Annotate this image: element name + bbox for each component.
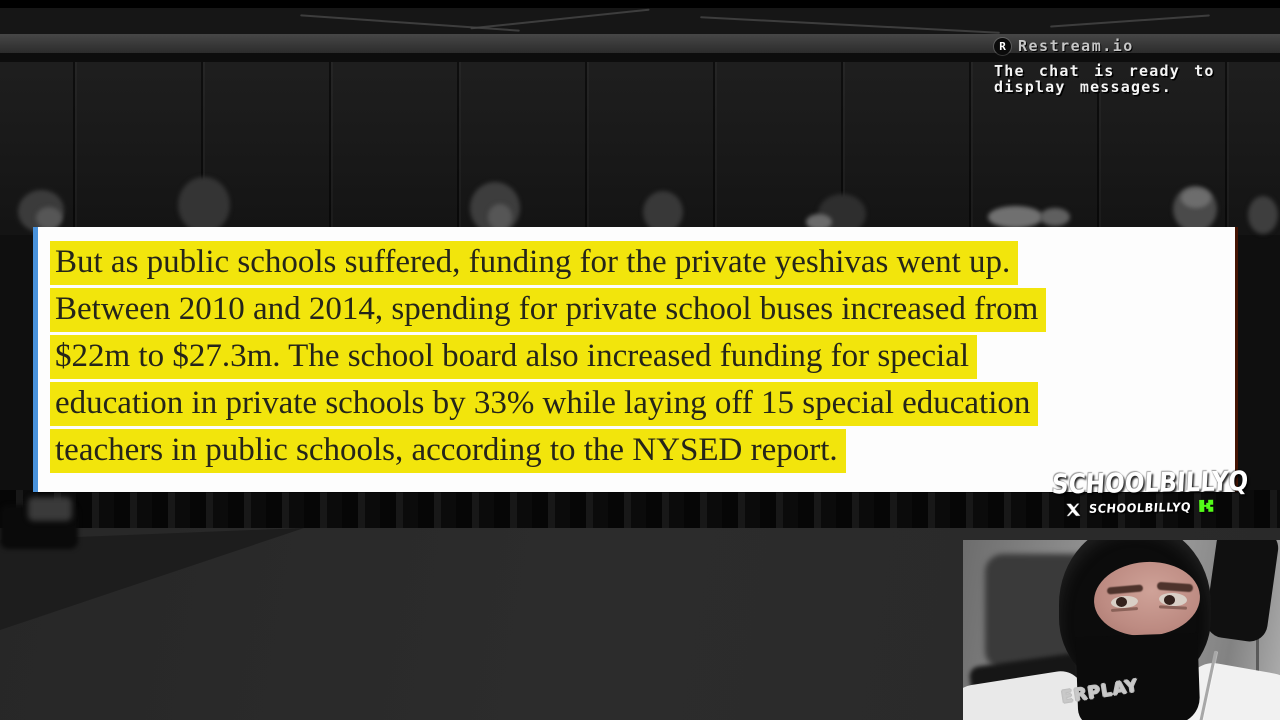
webcam-feed — [963, 540, 1280, 720]
cable-line — [300, 14, 520, 31]
restream-brand: Restream.io — [1018, 37, 1134, 55]
audience-head — [1248, 196, 1278, 234]
floor-highlight — [28, 497, 72, 521]
balaclava-neck — [1075, 633, 1200, 720]
ceiling-drape — [0, 8, 1280, 36]
article-line — [50, 380, 1235, 427]
chat-status-line2: display messages. — [994, 78, 1172, 96]
iris — [1164, 595, 1175, 605]
highlighted-text: education in private schools by 33% while laying off 15 special education — [50, 382, 1038, 426]
headphones — [1204, 540, 1280, 644]
highlighted-text: teachers in public schools, according to the NYSED report. — [50, 429, 846, 473]
restream-overlay — [994, 37, 1134, 55]
article-line — [50, 427, 1235, 474]
streamer-name: SCHOOLBILLYQ — [1050, 466, 1250, 501]
streamer-handle: SCHOOLBILLYQ — [1088, 500, 1192, 516]
restream-logo-icon: R — [994, 38, 1011, 55]
highlighted-text: But as public schools suffered, funding for the private yeshivas went up. — [50, 241, 1018, 285]
chat-status-message — [994, 63, 1215, 95]
x-twitter-icon — [1066, 502, 1081, 517]
audience-face — [36, 207, 62, 229]
article-line — [50, 333, 1235, 380]
paper-on-table — [1040, 208, 1070, 226]
streamer-watermark — [1036, 466, 1250, 518]
cable-line — [1050, 14, 1210, 27]
paper-on-table — [988, 206, 1043, 228]
article-quote-card — [33, 227, 1238, 492]
highlighted-text: Between 2010 and 2014, spending for private school buses increased from — [50, 288, 1046, 332]
article-line — [50, 239, 1235, 286]
article-line — [50, 286, 1235, 333]
chat-status-line1: The chat is ready to — [994, 62, 1215, 80]
cable-line — [470, 9, 649, 30]
mask-brand-text: ERPLAY — [1059, 676, 1140, 708]
kick-icon — [1198, 499, 1214, 515]
audience-head-highlight — [1181, 188, 1211, 208]
audience-head — [178, 177, 230, 233]
highlighted-text: $22m to $27.3m. The school board also increased funding for special — [50, 335, 977, 379]
iris — [1116, 597, 1127, 607]
cable-line — [700, 16, 1000, 34]
